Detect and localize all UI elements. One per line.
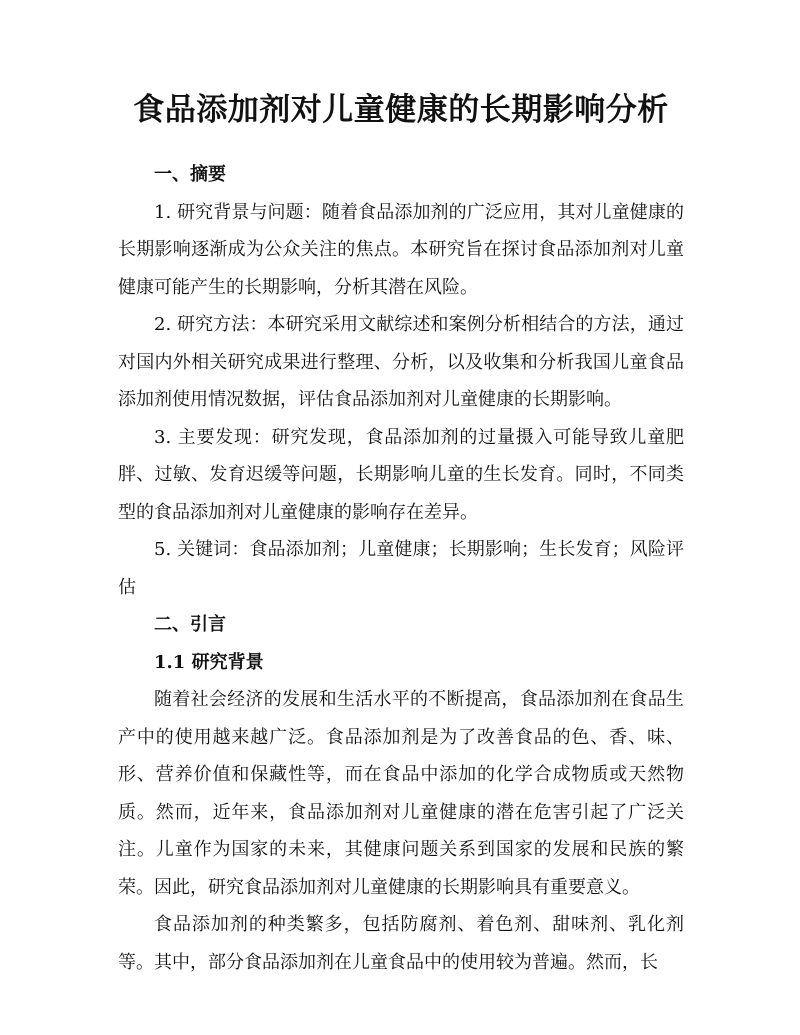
introduction-paragraph-2: 食品添加剂的种类繁多，包括防腐剂、着色剂、甜味剂、乳化剂等。其中，部分食品添加剂在儿童食品中的使用较为普遍。然而，长 — [118, 914, 684, 973]
subsection-heading-background: 1.1 研究背景 — [154, 651, 264, 673]
section-heading-introduction: 二、引言 — [154, 614, 226, 635]
abstract-paragraph-findings: 3. 主要发现：研究发现，食品添加剂的过量摄入可能导致儿童肥胖、过敏、发育迟缓等问题，长期影响儿童的生长发育。同时，不同类型的食品添加剂对儿童健康的影响存在差异。 — [118, 426, 684, 523]
abstract-section — [118, 156, 684, 606]
abstract-paragraph-methods: 2. 研究方法：本研究采用文献综述和案例分析相结合的方法，通过对国内外相关研究成果进行整理、分析，以及收集和分析我国儿童食品添加剂使用情况数据，评估食品添加剂对儿童健康的长期影响。 — [118, 314, 684, 410]
introduction-paragraph-1: 随着社会经济的发展和生活水平的不断提高，食品添加剂在食品生产中的使用越来越广泛。食品添加剂是为了改善食品的色、香、味、形、营养价值和保藏性等，而在食品中添加的化学合成物质或天然物质。然而，近年来，食品添加剂对儿童健康的潜在危害引起了广泛关注。儿童作为国家的未来，其健康问题关系到国家的发展和民族的繁荣。因此，研究食品添加剂对儿童健康的长期影响具有重要意义。 — [118, 689, 684, 898]
introduction-section — [118, 606, 684, 981]
document-title: 食品添加剂对儿童健康的长期影响分析 — [133, 92, 669, 128]
abstract-paragraph-background: 1. 研究背景与问题：随着食品添加剂的广泛应用，其对儿童健康的长期影响逐渐成为公众关注的焦点。本研究旨在探讨食品添加剂对儿童健康可能产生的长期影响，分析其潜在风险。 — [118, 201, 684, 298]
document-page — [118, 88, 684, 981]
section-heading-abstract: 一、摘要 — [154, 164, 226, 185]
abstract-paragraph-keywords: 5. 关键词：食品添加剂；儿童健康；长期影响；生长发育；风险评估 — [118, 539, 684, 598]
